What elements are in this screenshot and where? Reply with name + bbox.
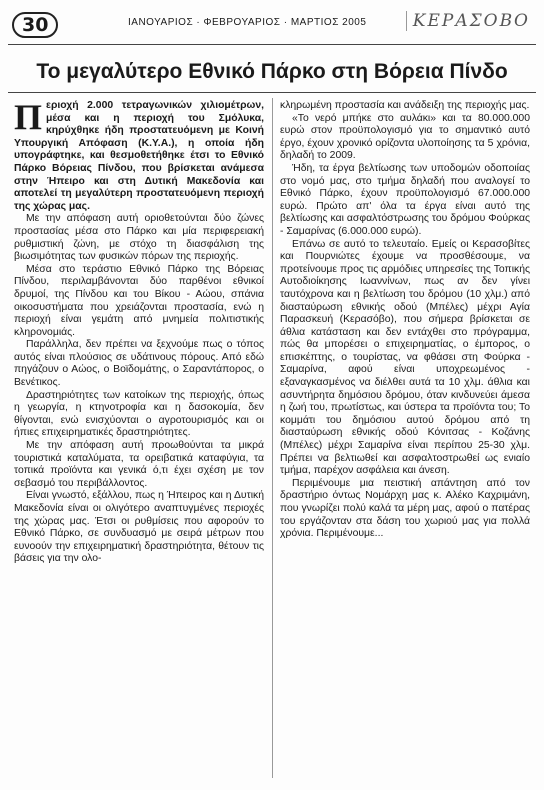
paragraph: Μέσα στο τεράστιο Εθνικό Πάρκο της Βόρειας Πίνδου, περιλαμβάνονται δύο παρθένοι εθνικοί δρυμοί, της Πίνδου και του Βίκου - Αώου, σπάνια οικοσυστήματα που χρειάζονται προστασία, ενώ η περιοχή είναι γεμάτη από μνημεία πολιτιστικής κληρονομιάς. [14,263,264,338]
article-column-right [280,100,530,541]
paragraph: Με την απόφαση αυτή οριοθετούνται δύο ζώνες προστασίας μέσα στο Πάρκο και μία περιφερειακή ρυθμιστική ζώνη, με στόχο τη διασφάλιση της βιωσιμότητας των φυσικών πόρων της περιοχής. [14,213,264,263]
page-number: 30 [12,12,58,38]
header-rule [8,44,536,45]
paragraph: «Το νερό μπήκε στο αυλάκι» και τα 80.000.000 ευρώ στον προϋπολογισμό για το σημαντικό αυτό έργο, έχουν χρονικό ορίζοντα υλοποίησης τα 5 χρόνια, δηλαδή το 2009. [280,112,530,162]
section-title: ΚΕΡΑΣΟΒΟ [406,11,530,31]
paragraph: Περιμένουμε μια πειστική απάντηση από τον δραστήριο όντως Νομάρχη μας κ. Αλέκο Καχριμάνη, που γνωρίζει πολύ καλά τα μέρη μας, αφού ο πατέρας του εργάζονταν στα δάση του χωριού μας για πολλά χρόνια. Περιμένουμε... [280,477,530,540]
column-divider [272,98,273,778]
lead-text: εριοχή 2.000 τετραγωνικών χιλιομέτρων, μέσα και η περιοχή του Σμόλυκα, κηρύχθηκε ήδη προστατευόμενη με Κοινή Υπουργική Απόφαση (Κ.Υ.Α.), η οποία ήδη υπογράφτηκε, και θεσμοθετήθηκε έτσι το Εθνικό Πάρκο Βόρειας Πίνδου, που βρίσκεται ανάμεσα στην Ήπειρο και στη Δυτική Μακεδονία και αποτελεί τη μεγαλύτερη προστατευόμενη περιοχή της χώρας μας. [14,100,264,212]
paragraph: Δραστηριότητες των κατοίκων της περιοχής, όπως η γεωργία, η κτηνοτροφία και η δασοκομία, δεν θίγονται, ενώ ενισχύονται ο αγροτουρισμός και οι ήπιες επιχειρηματικές δραστηριότητες. [14,389,264,439]
paragraph: Με την απόφαση αυτή προωθούνται τα μικρά τουριστικά καταλύματα, τα ορειβατικά καταφύγια, τα τοπικά προϊόντα και γενικά ό,τι έχει σχέση με τον σεβασμό του περιβάλλοντος. [14,440,264,489]
paragraph: Παράλληλα, δεν πρέπει να ξεχνούμε πως ο τόπος αυτός είναι πλούσιος σε υδάτινους πόρους. Από εδώ πηγάζουν ο Αώος, ο Βοϊδομάτης, ο Σαραντάπορος, ο Βενέτικος. [14,339,264,389]
page-header [8,8,536,42]
drop-cap: Π [14,97,43,137]
paragraph: κληρωμένη προστασία και ανάδειξη της περιοχής μας. [280,100,530,111]
article-headline: Το μεγαλύτερο Εθνικό Πάρκο στη Βόρεια Πίνδο [36,60,508,83]
headline-rule [8,92,536,93]
paragraph: Επάνω σε αυτό το τελευταίο. Εμείς οι Κερασοβίτες και Πουρνιώτες έχουμε να προσθέσουμε, να προτείνουμε προς τις αρμόδιες υπηρεσίες της Τοπικής Αυτοδιοίκησης Ιωαννίνων, πως αν δεν γίνει ταυτόχρονα και η βελτίωση του δρόμου (10 χλμ.) από διασταύρωση εθνικής οδού (Μπέλες) μέχρι Αγία Παρασκευή (Κερασόβο), που σήμερα βρίσκεται σε άθλια κατάσταση και δεν εντάχθει στο πρόγραμμα, πώς θα μπορέσει ο επιχειρηματίας, ο έμπορος, ο επισκέπτης, ο τουρίστας, να φθάσει στη Φούρκα - Σαμαρίνα, αφού είναι υποχρεωμένος - εξαναγκασμένος να διέλθει αυτά τα 10 χλμ. άθλια και ασυντήρητα δημόσιου δρόμου, όταν κινδυνεύει άμεσα η ζωή του, πρωτίστως, και ύστερα τα προϊόντα του; Το κομμάτι του δημόσιου αυτού δρόμου από τη διασταύρωση εθνικής οδού Κόνιτσας - Κοζάνης (Μπέλες) μέχρι Σαμαρίνα είναι περίπου 25-30 χλμ. Πρέπει να βελτιωθεί και ασφαλτοστρωθεί ως ενιαίο τμήμα, παρέχον ασφάλεια και άνεση. [280,238,530,477]
issue-dates: ΙΑΝΟΥΑΡΙΟΣ · ΦΕΒΡΟΥΑΡΙΟΣ · ΜΑΡΤΙΟΣ 2005 [128,17,367,28]
lead-paragraph [14,97,264,213]
article-column-left [14,97,264,566]
paragraph: Ήδη, τα έργα βελτίωσης των υποδομών οδοποιίας στο νομό μας, στο τμήμα δηλαδή που αναλογεί το Εθνικό Πάρκο, έχουν προϋπολογισμό 67.000.000 ευρώ. Πρώτο απ' όλα τα έργα είναι αυτό της βελτίωσης και ασφαλτόστρωσης του δρόμου Φούρκας - Σαμαρίνας (6.000.000 ευρώ). [280,162,530,237]
paragraph: Είναι γνωστό, εξάλλου, πως η Ήπειρος και η Δυτική Μακεδονία είναι οι ολιγότερο αναπτυγμένες περιοχές της χώρας μας. Έτσι οι ρυθμίσεις που αφορούν το Εθνικό Πάρκο, σε συνδυασμό με σειρά μέτρων που ευνοούν την επιχειρηματική δραστηριότητα, θέτουν τις βάσεις για την ολο- [14,490,264,565]
